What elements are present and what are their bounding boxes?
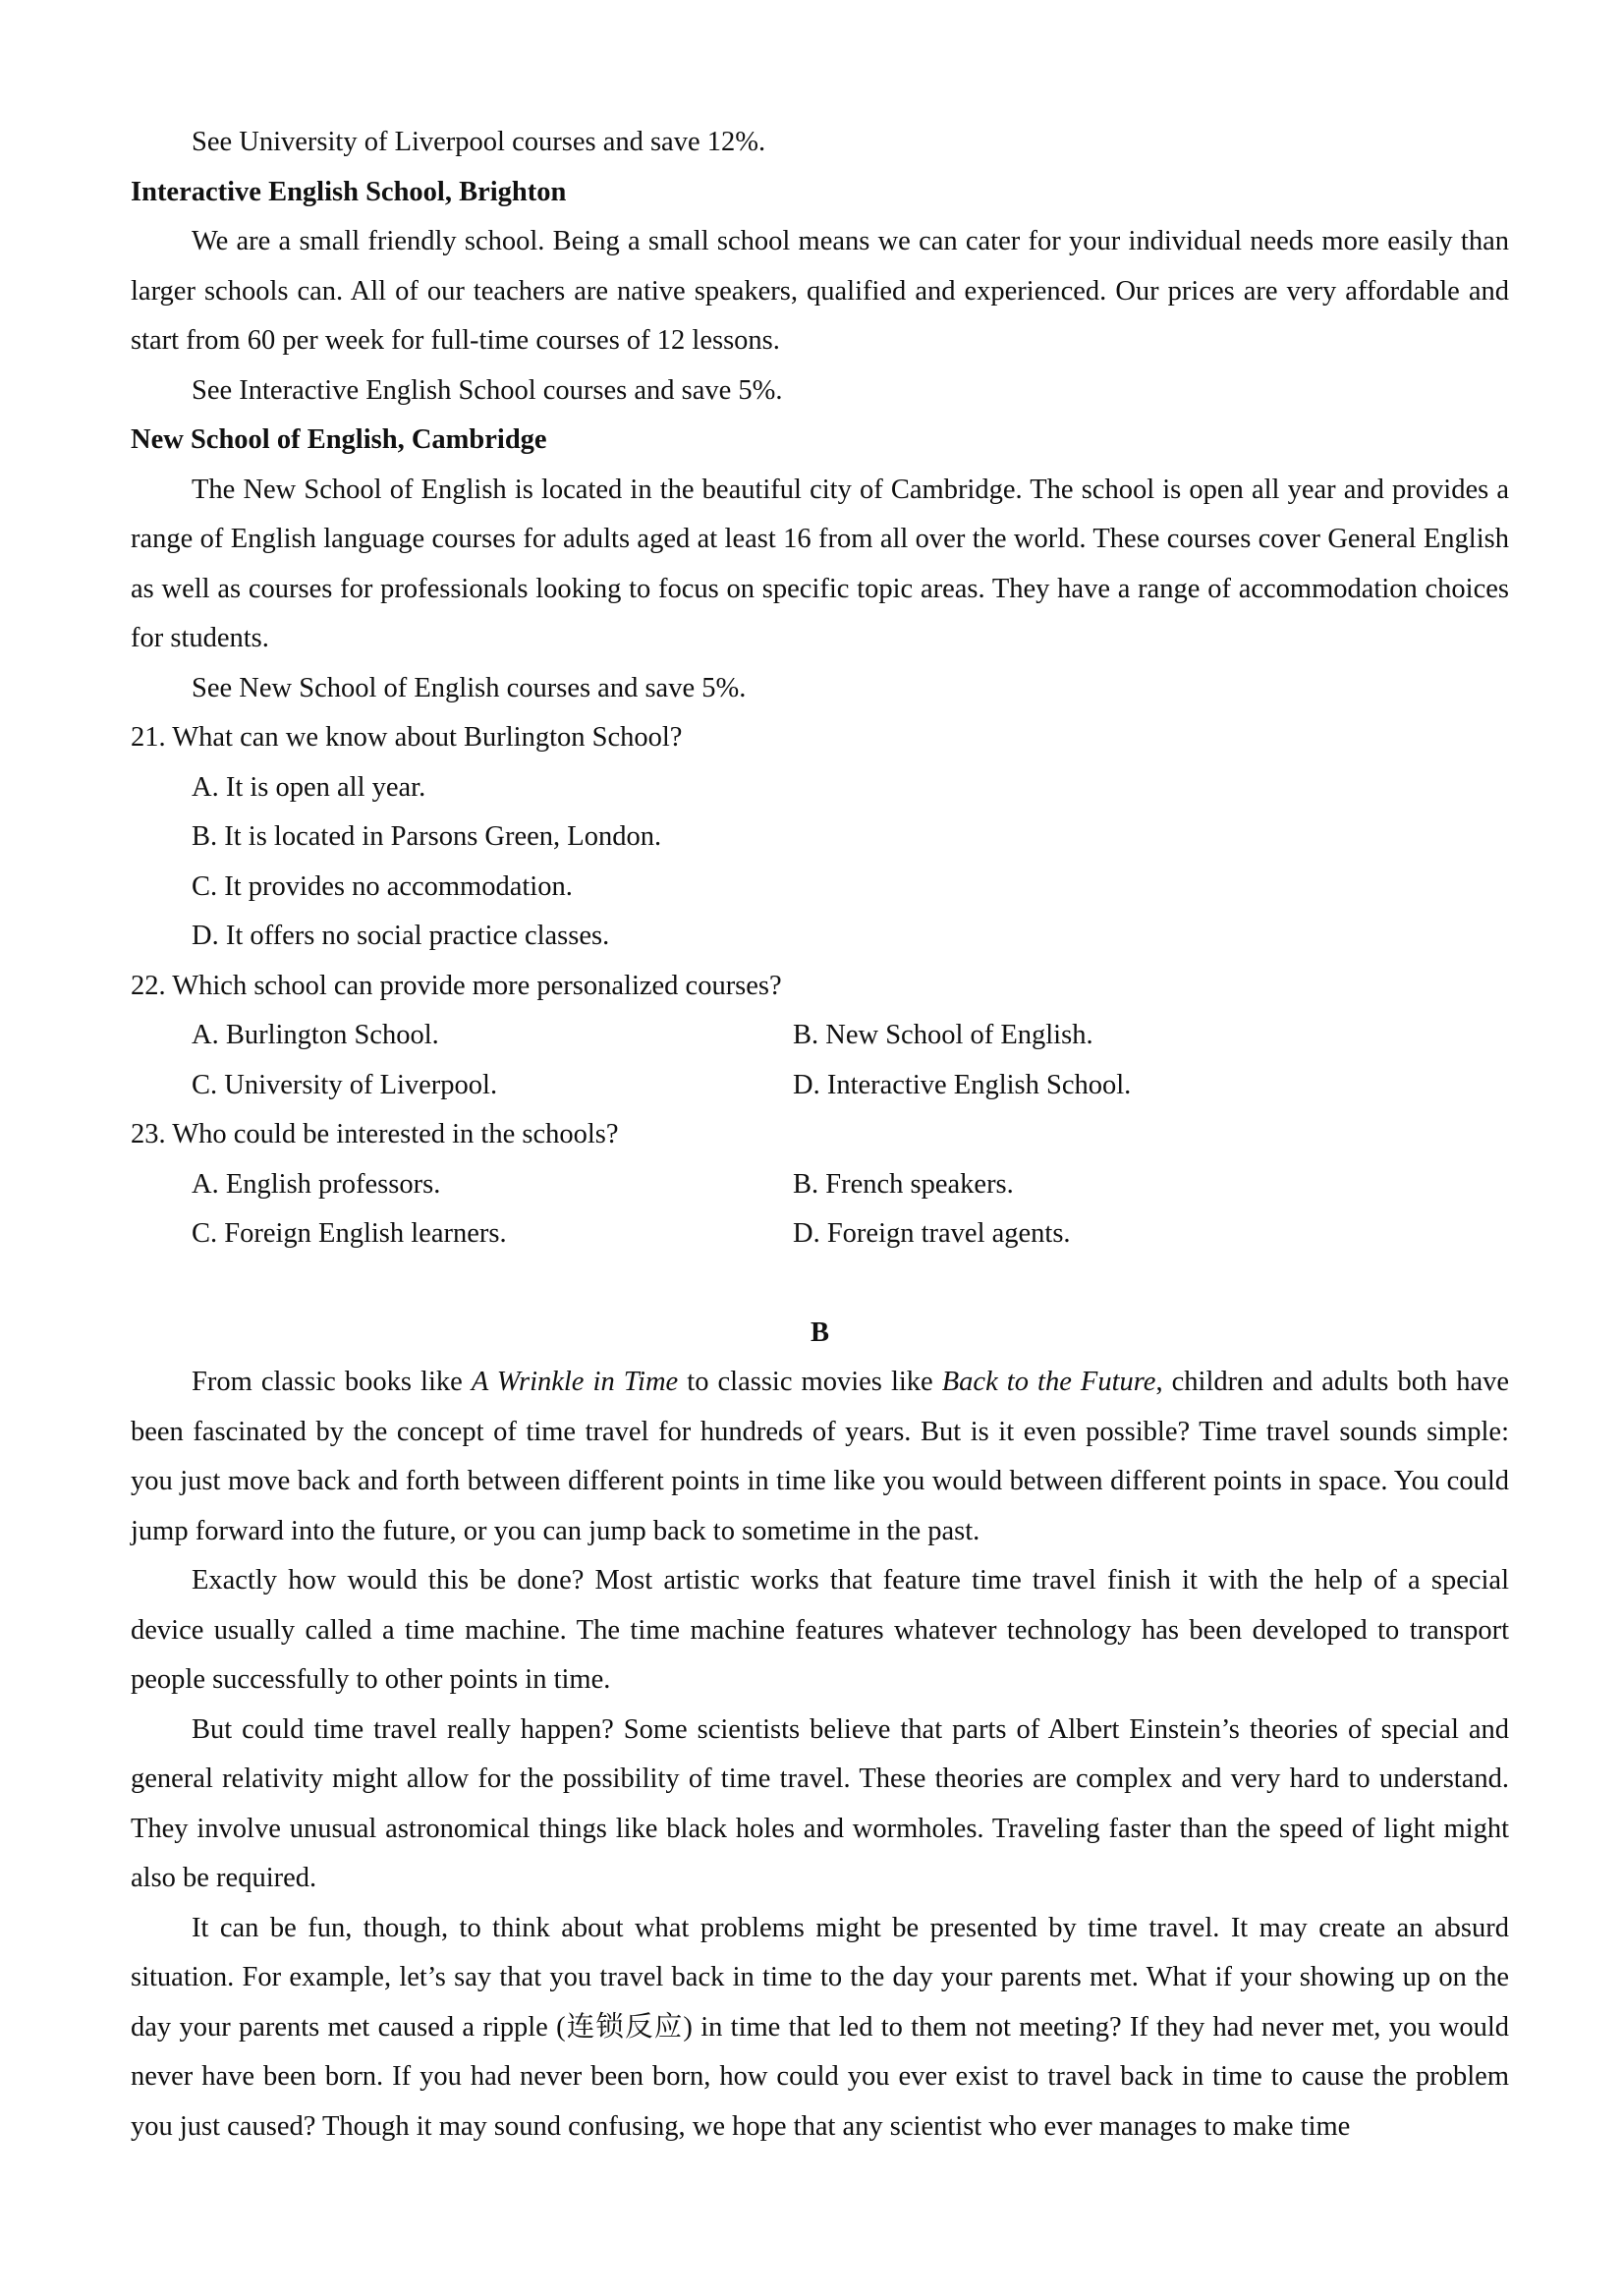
question-22-option-b: B. New School of English.: [793, 1020, 1093, 1050]
exam-page: [131, 118, 1509, 2152]
p1-text-3: , children and adults both have been fascinated by the concept of time travel for hundreds of years. But is it even possible? Time travel sounds simple: you just move back and forth between different points in time like you would between different points in space. You could jump forward into the future, or you can jump back to sometime in the past.: [131, 1367, 1509, 1546]
question-23-option-b: B. French speakers.: [793, 1168, 1014, 1200]
interactive-discount-line: See Interactive English School courses and save 5%.: [192, 374, 783, 406]
question-22-stem: 22. Which school can provide more personalized courses?: [131, 970, 782, 1001]
interactive-school-description: We are a small friendly school. Being a small school means we can cater for your individual needs more easily than larger schools can. All of our teachers are native speakers, qualified and experienced. Our prices are very affordable and start from 60 per week for full-time courses of 12 lessons.: [131, 226, 1509, 356]
new-school-description: The New School of English is located in the beautiful city of Cambridge. The school is open all year and provides a range of English language courses for adults aged at least 16 from all over the world. These courses cover General English as well as courses for professionals looking to focus on specific topic areas. They have a range of accommodation choices for students.: [131, 474, 1509, 653]
question-21-stem: 21. What can we know about Burlington School?: [131, 722, 683, 753]
question-22-options-row-1: [131, 1011, 1509, 1061]
question-22-options-row-2: [131, 1061, 1509, 1111]
question-22-option-a: A. Burlington School.: [192, 1020, 439, 1050]
question-23-options-row-1: [131, 1160, 1509, 1210]
question-21-option-d: D. It offers no social practice classes.: [192, 921, 610, 951]
passage-b-paragraph-3: But could time travel really happen? Some scientists believe that parts of Albert Einstein’s theories of special and general relativity might allow for the possibility of time travel. These theories are complex and very hard to understand. They involve unusual astronomical things like black holes and wormholes. Traveling faster than the speed of light might also be required.: [131, 1713, 1509, 1893]
interactive-school-heading: Interactive English School, Brighton: [131, 176, 567, 207]
question-22-option-d: D. Interactive English School.: [793, 1069, 1132, 1100]
liverpool-discount-line: See University of Liverpool courses and save 12%.: [192, 127, 766, 157]
section-b-label: B: [810, 1316, 829, 1348]
question-21-option-b: B. It is located in Parsons Green, London.: [192, 821, 662, 852]
passage-b-paragraph-1: [131, 1358, 1509, 1556]
question-23-option-a: A. English professors.: [192, 1168, 441, 1200]
question-23-option-d: D. Foreign travel agents.: [793, 1218, 1071, 1249]
passage-b-paragraph-2: Exactly how would this be done? Most artistic works that feature time travel finish it with the help of a special device usually called a time machine. The time machine features whatever technology has been developed to transport people successfully to other points in time.: [131, 1565, 1509, 1695]
question-23-stem: 23. Who could be interested in the schools?: [131, 1119, 619, 1149]
book-title: A Wrinkle in Time: [471, 1367, 679, 1397]
question-21-option-a: A. It is open all year.: [192, 771, 426, 803]
movie-title: Back to the Future: [941, 1367, 1156, 1397]
question-21-option-c: C. It provides no accommodation.: [192, 870, 573, 902]
p1-text-2: to classic movies like: [678, 1367, 942, 1397]
section-spacer: [131, 1260, 1509, 1309]
question-22-option-c: C. University of Liverpool.: [192, 1069, 498, 1100]
passage-b-paragraph-4: It can be fun, though, to think about what problems might be presented by time travel. It may create an absurd situation. For example, let’s say that you travel back in time to the day your parents met. What if your showing up on the day your parents met caused a ripple (连锁反应) in time that led to them not meeting? If they had never met, you would never have been born. If you had never been born, how could you ever exist to travel back in time to cause the problem you just caused? Though it may sound confusing, we hope that any scientist who ever manages to make time: [131, 1912, 1509, 2142]
new-school-discount-line: See New School of English courses and save 5%.: [192, 672, 747, 703]
question-23-options-row-2: [131, 1209, 1509, 1260]
new-school-heading: New School of English, Cambridge: [131, 424, 547, 455]
question-23-option-c: C. Foreign English learners.: [192, 1218, 507, 1249]
p1-text-1: From classic books like: [192, 1367, 472, 1397]
